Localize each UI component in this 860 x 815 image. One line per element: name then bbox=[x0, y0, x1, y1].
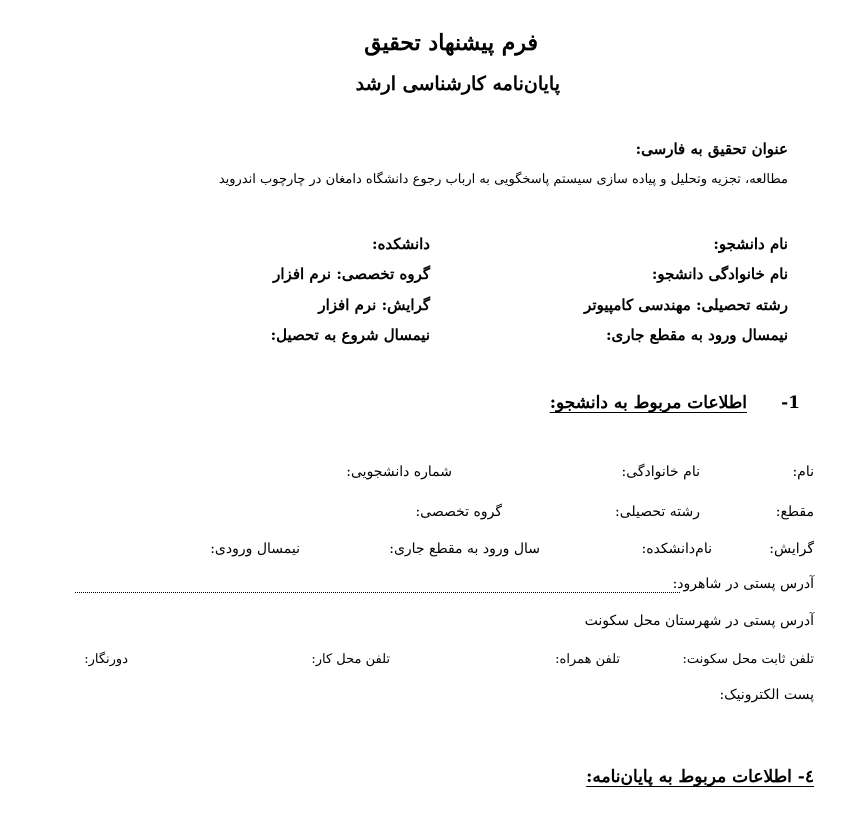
orientation-label: گرایش: نرم افزار bbox=[318, 296, 430, 314]
group-label: گروه تخصصی: نرم افزار bbox=[273, 265, 430, 283]
specialty-group-label: گروه تخصصی: bbox=[415, 504, 502, 520]
section1-number: -1 bbox=[781, 393, 800, 413]
section1-title: اطلاعات مربوط به دانشجو: bbox=[549, 393, 747, 413]
phone-work-label: تلفن محل کار: bbox=[311, 652, 390, 667]
phone-mobile-label: تلفن همراه: bbox=[555, 652, 620, 667]
family-label: نام خانوادگی: bbox=[621, 464, 700, 480]
fax-label: دورنگار: bbox=[84, 652, 128, 667]
field-of-study-label: رشته تحصیلی: bbox=[615, 504, 700, 520]
level-label: مقطع: bbox=[775, 504, 814, 520]
address-dotted-line bbox=[75, 592, 680, 593]
faculty-name-label: نام‌دانشکده: bbox=[641, 541, 712, 557]
family-name-label: نام خانوادگی دانشجو: bbox=[651, 265, 788, 283]
student-name-label: نام دانشجو: bbox=[713, 235, 788, 253]
page-title: فرم پیشنهاد تحقیق bbox=[364, 30, 538, 56]
student-number-label: شماره دانشجویی: bbox=[346, 464, 452, 480]
address-shahroud-label: آدرس پستی در شاهرود: bbox=[672, 576, 814, 592]
page-subtitle: پایان‌نامه کارشناسی ارشد bbox=[355, 73, 560, 95]
email-label: پست الکترونیک: bbox=[719, 687, 814, 703]
orientation-field-label: گرایش: bbox=[769, 541, 814, 557]
entry-semester-field-label: نیمسال ورودی: bbox=[210, 541, 300, 557]
section4-title: ٤- اطلاعات مربوط به پایان‌نامه: bbox=[586, 767, 814, 787]
entry-semester-label: نیمسال ورود به مقطع جاری: bbox=[605, 326, 788, 344]
research-title-value: مطالعه، تجزیه وتحلیل و پیاده سازی سیستم پاسخگویی به ارباب رجوع دانشگاه دامغان در چارچوب اندروید bbox=[218, 172, 788, 187]
research-title-label: عنوان تحقیق به فارسی: bbox=[635, 140, 788, 158]
field-label: رشته تحصیلی: مهندسی کامپیوتر bbox=[584, 296, 788, 314]
name-label: نام: bbox=[792, 464, 814, 480]
entry-year-label: سال ورود به مقطع جاری: bbox=[389, 541, 540, 557]
faculty-label: دانشکده: bbox=[372, 235, 430, 253]
phone-home-label: تلفن ثابت محل سکونت: bbox=[682, 652, 814, 667]
address-city-label: آدرس پستی در شهرستان محل سکونت bbox=[584, 613, 814, 629]
start-semester-label: نیمسال شروع به تحصیل: bbox=[270, 326, 430, 344]
